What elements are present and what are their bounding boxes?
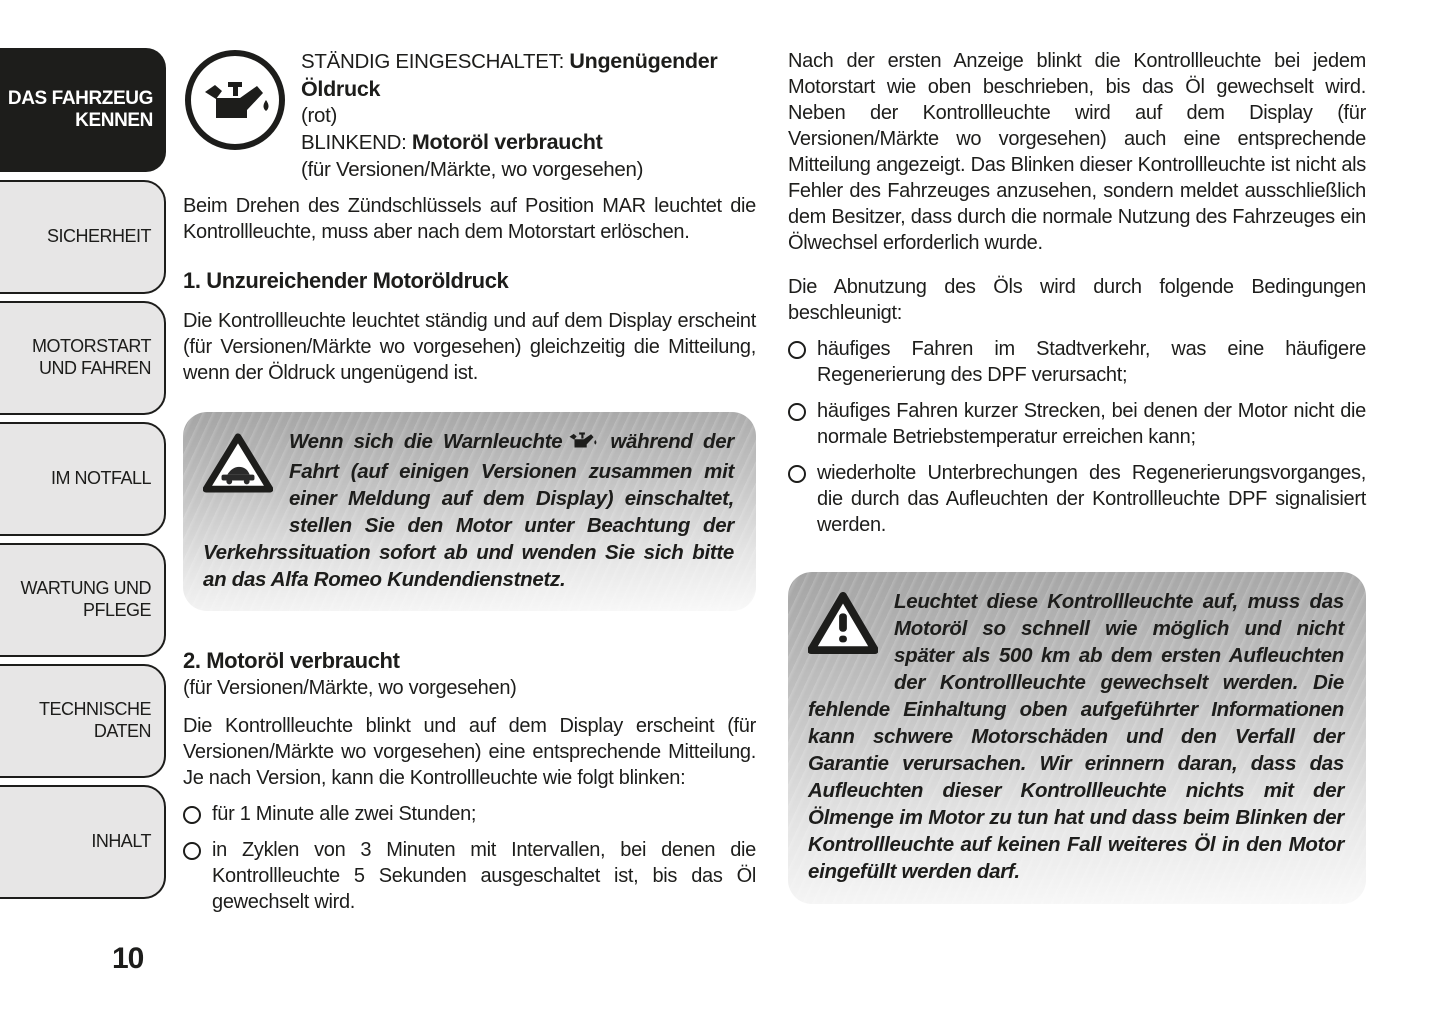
section1-heading: 1. Unzureichender Motoröldruck <box>183 268 509 294</box>
warning-text-before-icon: Wenn sich die Warnleuchte <box>289 429 563 453</box>
sidebar-tab-motorstart-und-fahren[interactable] <box>0 301 166 415</box>
section1-body: Die Kontrollleuchte leuchtet ständig und auf dem Display erscheint (für Versionen/Märkte wo vorgesehen) gleichzeitig die Mitteilung, wenn der Öldruck ungenügend ist. <box>183 309 756 384</box>
oil-wear-paragraph: Die Abnutzung des Öls wird durch folgende Bedingungen beschleunigt: <box>788 276 1366 324</box>
oil-can-icon <box>568 429 604 458</box>
sidebar-tab-label: IM NOTFALL <box>50 468 151 489</box>
sidebar-tab-label: WARTUNG UND PFLEGE <box>20 578 151 620</box>
indicator-state-label: STÄNDIG EINGESCHALTET: <box>301 50 570 73</box>
intro-paragraph: Beim Drehen des Zündschlüssels auf Position MAR leuchtet die Kontrollleuchte, muss aber nach dem Motorstart erlöschen. <box>183 195 756 244</box>
warning-triangle-car-icon <box>203 432 275 520</box>
list-item-text: in Zyklen von 3 Minuten mit Intervallen, bei denen die Kontrollleuchte 5 Sekunden ausgeschaltet ist, bis das Öl gewechselt wird. <box>212 839 756 914</box>
indicator-version-note: (für Versionen/Märkte, wo vorgesehen) <box>301 157 644 181</box>
page-number: 10 <box>112 942 144 975</box>
right-column <box>788 48 1366 904</box>
sidebar-tab-label: INHALT <box>91 831 151 852</box>
list-item-text: für 1 Minute alle zwei Stunden; <box>212 803 477 826</box>
list-item <box>788 336 1366 388</box>
sidebar-tab-im-notfall[interactable] <box>0 422 166 536</box>
list-item-text: wiederholte Unterbrechungen des Regenerierungsvorganges, die durch das Aufleuchten der Kontrollleuchte DPF signalisiert werden. <box>817 462 1366 536</box>
list-item-text: häufiges Fahren kurzer Strecken, bei denen der Motor nicht die normale Betriebstemperatur erreichen kann; <box>817 400 1366 448</box>
oil-indicator-header <box>183 48 756 183</box>
sidebar-tab-technische-daten[interactable] <box>0 664 166 778</box>
sidebar-tab-label: TECHNISCHE DATEN <box>38 699 151 741</box>
sidebar-tab-label: SICHERHEIT <box>46 226 151 247</box>
sidebar-tab-wartung-und-pflege[interactable] <box>0 543 166 657</box>
bullet-circle-icon <box>183 806 201 824</box>
warning-text: Leuchtet diese Kontrollleuchte auf, muss das Motoröl so schnell wie möglich und nicht später als 500 km ab dem ersten Aufleuchten der Kontrollleuchte gewechselt werden. Die fehlende Einhaltung oben aufgeführter Informationen kann schwere Motorschäden und den Verfall der Garantie verursachen. Wir erinnern daran, dass das Aufleuchten dieser Kontrollleuchte nichts mit der Ölmenge im Motor zu tun hat und dass beim Blinken der Kontrollleuchte auf keinen Fall weiteres Öl in den Motor eingefüllt werden darf. <box>808 590 1344 884</box>
indicator-blink-label: BLINKEND: <box>301 131 412 155</box>
sidebar-tab-das-fahrzeug-kennen[interactable] <box>0 48 166 172</box>
warning-triangle-exclamation-icon <box>808 592 880 680</box>
left-column <box>183 48 756 915</box>
indicator-state-value: Ungenügender Öldruck <box>301 49 718 101</box>
sidebar-tab-label: DAS FAHRZEUG KENNEN <box>7 87 153 131</box>
oil-pressure-warning-icon <box>183 48 287 152</box>
sidebar-tab-sicherheit[interactable] <box>0 180 166 294</box>
bullet-circle-icon <box>183 842 201 860</box>
indicator-color-note: (rot) <box>301 104 338 128</box>
section2-subheading: (für Versionen/Märkte, wo vorgesehen) <box>183 677 517 700</box>
continuation-paragraph: Nach der ersten Anzeige blinkt die Kontrollleuchte bei jedem Motorstart wie oben beschrieben, bis das Öl gewechselt wird. Neben der Kontrollleuchte wird auf dem Display (für Versionen/Märkte wo vorgesehen) auch eine entsprechende Mitteilung angezeigt. Das Blinken dieser Kontrollleuchte ist nicht als Fehler des Fahrzeuges anzusehen, sondern meldet ausschließlich dem Besitzer, dass durch die normale Nutzung des Fahrzeuges ein Ölwechsel erforderlich wurde. <box>788 50 1366 254</box>
warning-box-oil-pressure <box>183 412 756 611</box>
list-item <box>788 460 1366 538</box>
sidebar-tab-label: MOTORSTART UND FAHREN <box>31 336 151 378</box>
list-item <box>788 398 1366 450</box>
bullet-circle-icon <box>788 341 806 359</box>
list-item <box>183 801 756 827</box>
bullet-circle-icon <box>788 403 806 421</box>
section2-heading: 2. Motoröl verbraucht <box>183 647 400 673</box>
indicator-blink-value: Motoröl verbraucht <box>411 130 603 155</box>
sidebar-tabs <box>0 48 166 906</box>
bullet-circle-icon <box>788 465 806 483</box>
sidebar-tab-inhalt[interactable] <box>0 785 166 899</box>
list-item-text: häufiges Fahren im Stadtverkehr, was eine häufigere Regenerierung des DPF verursacht; <box>817 338 1366 386</box>
warning-text-after-icon: während der Fahrt (auf einigen Versionen zusammen mit einer Meldung auf dem Display) einschaltet, stellen Sie den Motor unter Beachtung der Verkehrssituation sofort ab und wenden Sie sich bitte an das Alfa Romeo Kundendienstnetz. <box>203 429 734 591</box>
warning-box-oil-change <box>788 572 1366 904</box>
section2-body: Die Kontrollleuchte blinkt und auf dem Display erscheint (für Versionen/Märkte wo vorgesehen) eine entsprechende Mitteilung. Je nach Version, kann die Kontrollleuchte wie folgt blinken: <box>183 715 756 790</box>
indicator-caption <box>301 48 756 183</box>
list-item <box>183 837 756 915</box>
